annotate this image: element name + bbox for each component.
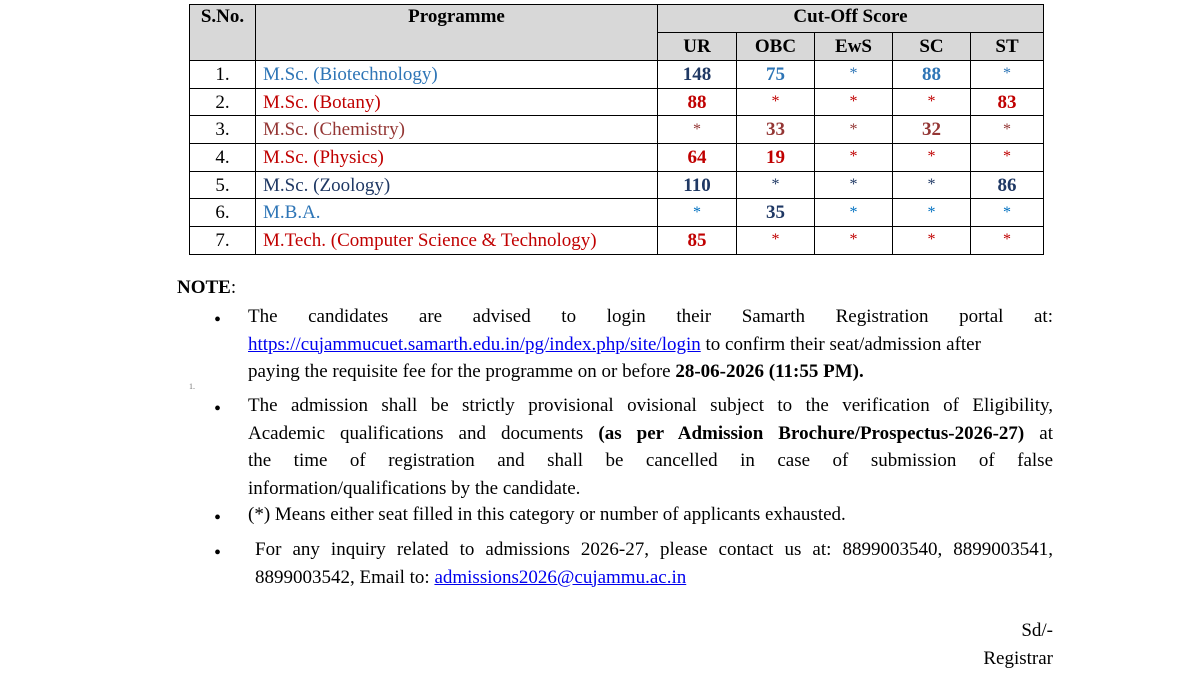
sno-header: S.No. xyxy=(190,5,256,61)
samarth-portal-link[interactable]: https://cujammucuet.samarth.edu.in/pg/index.php/site/login xyxy=(248,333,701,355)
note-item-asterisk-text: (*) Means either seat filled in this category or number of applicants exhausted. xyxy=(248,504,846,525)
note-item-provisional-line4: information/qualifications by the candidate. xyxy=(248,477,581,499)
table-row xyxy=(190,171,1044,199)
note-item-provisional-line3: the time of registration and shall be cancelled in case of submission of false xyxy=(248,450,1053,471)
cutoff-score-ews: * xyxy=(815,61,893,89)
cutoff-score-ews: * xyxy=(815,116,893,144)
note-item-provisional-line2-text: Academic qualifications and documents xyxy=(248,422,599,444)
row-programme-name: M.Tech. (Computer Science & Technology) xyxy=(256,227,658,255)
cutoff-score-ur: 148 xyxy=(658,61,737,89)
table-row xyxy=(190,88,1044,116)
note-item-asterisk xyxy=(248,501,1053,529)
note-item-contact xyxy=(255,536,1053,591)
cutoff-score-obc: 35 xyxy=(737,199,815,227)
row-serial-number: 7. xyxy=(190,227,256,255)
table-row xyxy=(190,116,1044,144)
cutoff-score-ews: * xyxy=(815,199,893,227)
table-row xyxy=(190,227,1044,255)
cutoff-score-sc: 32 xyxy=(893,116,971,144)
bullet-icon: • xyxy=(214,542,222,564)
cutoff-score-st: * xyxy=(971,61,1044,89)
row-serial-number: 2. xyxy=(190,88,256,116)
cutoff-score-st: * xyxy=(971,116,1044,144)
note-item-login-line1: The candidates are advised to login their Samarth Registration portal at: xyxy=(248,306,1053,327)
bullet-icon: • xyxy=(214,398,222,420)
table-row xyxy=(190,144,1044,172)
cutoff-score-ews: * xyxy=(815,227,893,255)
cutoff-score-st: * xyxy=(971,199,1044,227)
cutoff-score-ur: 110 xyxy=(658,171,737,199)
row-serial-number: 3. xyxy=(190,116,256,144)
cutoff-score-sc: * xyxy=(893,144,971,172)
cutoff-score-ews: * xyxy=(815,88,893,116)
table-row xyxy=(190,199,1044,227)
cutoff-score-obc: 33 xyxy=(737,116,815,144)
cutoff-score-sc: * xyxy=(893,199,971,227)
note-item-login-line3 xyxy=(248,358,1053,386)
note-item-provisional-line2-suffix: at xyxy=(1024,422,1053,444)
note-item-login-line3-text: paying the requisite fee for the programme on or before xyxy=(248,361,676,382)
table-body xyxy=(190,61,1044,255)
signature-sd: Sd/- xyxy=(1021,620,1053,641)
row-serial-number: 4. xyxy=(190,144,256,172)
note-heading-colon: : xyxy=(230,277,237,298)
cutoff-score-sc: * xyxy=(893,227,971,255)
category-header-st: ST xyxy=(971,33,1044,61)
row-serial-number: 1. xyxy=(190,61,256,89)
cutoff-score-ews: * xyxy=(815,144,893,172)
row-programme-name: M.B.A. xyxy=(256,199,658,227)
cutoff-table xyxy=(189,4,1044,255)
cutoff-score-sc: 88 xyxy=(893,61,971,89)
note-item-provisional xyxy=(248,392,1053,502)
bullet-icon: • xyxy=(214,507,222,529)
note-item-contact-line2 xyxy=(255,564,1053,592)
cutoff-score-obc: * xyxy=(737,171,815,199)
cutoff-score-ur: 64 xyxy=(658,144,737,172)
cutoff-score-st: 86 xyxy=(971,171,1044,199)
table-header-row xyxy=(190,5,1044,33)
category-header-ur: UR xyxy=(658,33,737,61)
bullet-icon: • xyxy=(214,309,222,331)
margin-mark: 1. xyxy=(189,382,195,391)
cutoff-score-obc: * xyxy=(737,227,815,255)
row-serial-number: 5. xyxy=(190,171,256,199)
note-item-provisional-line2 xyxy=(248,420,1053,448)
row-programme-name: M.Sc. (Physics) xyxy=(256,144,658,172)
fee-deadline: 28-06-2026 (11:55 PM). xyxy=(675,361,864,382)
cutoff-score-ur: * xyxy=(658,116,737,144)
note-item-contact-line1: For any inquiry related to admissions 2026-27, please contact us at: 8899003540, 8899003541, xyxy=(255,539,1053,560)
note-item-login-after-link: to confirm their seat/admission after xyxy=(700,333,981,355)
cutoff-score-sc: * xyxy=(893,171,971,199)
cutoff-score-obc: 75 xyxy=(737,61,815,89)
note-heading xyxy=(177,277,236,299)
cutoff-score-header: Cut-Off Score xyxy=(658,5,1044,33)
note-heading-label: NOTE xyxy=(177,277,231,298)
note-item-login xyxy=(248,303,1053,386)
cutoff-score-sc: * xyxy=(893,88,971,116)
note-item-provisional-line1: The admission shall be strictly provisional ovisional subject to the verification of Eligibility, xyxy=(248,395,1053,416)
cutoff-score-obc: 19 xyxy=(737,144,815,172)
cutoff-score-st: * xyxy=(971,227,1044,255)
note-item-contact-line2-text: 8899003542, Email to: xyxy=(255,566,435,588)
brochure-reference: (as per Admission Brochure/Prospectus-2026-27) xyxy=(598,422,1025,444)
cutoff-score-ur: 85 xyxy=(658,227,737,255)
cutoff-score-st: 83 xyxy=(971,88,1044,116)
cutoff-score-st: * xyxy=(971,144,1044,172)
signature-designation: Registrar xyxy=(983,648,1053,669)
category-header-ews: EwS xyxy=(815,33,893,61)
row-programme-name: M.Sc. (Zoology) xyxy=(256,171,658,199)
category-header-sc: SC xyxy=(893,33,971,61)
admissions-email-link[interactable]: admissions2026@cujammu.ac.in xyxy=(434,566,687,588)
row-serial-number: 6. xyxy=(190,199,256,227)
category-header-obc: OBC xyxy=(737,33,815,61)
cutoff-score-ews: * xyxy=(815,171,893,199)
programme-header: Programme xyxy=(256,5,658,61)
cutoff-score-ur: * xyxy=(658,199,737,227)
row-programme-name: M.Sc. (Biotechnology) xyxy=(256,61,658,89)
note-item-login-line2 xyxy=(248,331,1053,359)
row-programme-name: M.Sc. (Botany) xyxy=(256,88,658,116)
cutoff-score-obc: * xyxy=(737,88,815,116)
row-programme-name: M.Sc. (Chemistry) xyxy=(256,116,658,144)
cutoff-score-ur: 88 xyxy=(658,88,737,116)
table-row xyxy=(190,61,1044,89)
